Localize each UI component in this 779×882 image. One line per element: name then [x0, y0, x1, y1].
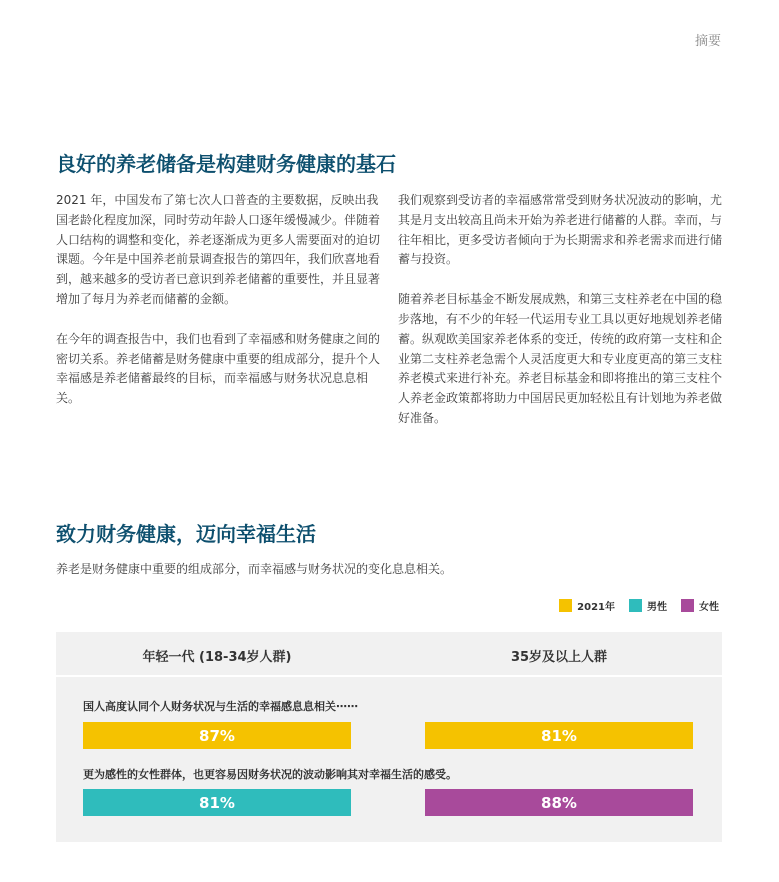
column-header-older: 35岁及以上人群	[510, 650, 608, 665]
stat-label-wellbeing: 国人高度认同个人财务状况与生活的幸福感息息相关⋯⋯	[83, 700, 358, 713]
section-title-retirement: 良好的养老储备是构建财务健康的基石	[56, 152, 396, 176]
stat-bar-male: 81%	[83, 789, 351, 816]
paragraph: 2021 年，中国发布了第七次人口普查的主要数据，反映出我国老龄化程度加深，同时劳动年龄人口逐年缓慢减少。伴随着人口结构的调整和变化，养老逐渐成为更多人需要面对的迫切课题。今年是中国养老前景调查报告的第四年，我们欣喜地看到，越来越多的受访者已意识到养老储蓄的重要性，并且显著增加了每月为养老而储蓄的金额。	[56, 193, 381, 306]
stat-bar-older-2021: 81%	[425, 722, 693, 749]
stat-label-female: 更为感性的女性群体，也更容易因财务状况的波动影响其对幸福生活的感受。	[83, 768, 457, 781]
legend-item-male	[629, 598, 667, 613]
stat-bar-female: 88%	[425, 789, 693, 816]
legend-item-female	[681, 598, 719, 613]
section-title-wellness: 致力财务健康，迈向幸福生活	[56, 522, 316, 546]
section-subtitle: 养老是财务健康中重要的组成部分，而幸福感与财务状况的变化息息相关。	[56, 562, 453, 576]
paragraph: 在今年的调查报告中，我们也看到了幸福感和财务健康之间的密切关系。养老储蓄是财务健康中重要的组成部分，提升个人幸福感是养老储蓄最终的目标，而幸福感与财务状况息息相关。	[56, 331, 381, 406]
panel-header	[56, 632, 722, 677]
legend-swatch	[681, 599, 694, 612]
legend-item-2021	[559, 598, 615, 613]
paragraph: 随着养老目标基金不断发展成熟，和第三支柱养老在中国的稳步落地，有不少的年轻一代运用专业工具以更好地规划养老储蓄。纵观欧美国家养老体系的变迁，传统的政府第一支柱和企业第二支柱养老急需个人灵活度更大和专业度更高的第三支柱养老模式来进行补充。养老目标基金和即将推出的第三支柱个人养老金政策都将助力中国居民更加轻松且有计划地为养老做好准备。	[398, 292, 723, 425]
legend-label: 2021年	[577, 602, 615, 613]
legend-label: 男性	[647, 602, 667, 613]
legend-label: 女性	[699, 602, 719, 613]
column-header-young: 年轻一代 (18-34岁人群)	[142, 650, 292, 665]
stat-bar-young-2021: 87%	[83, 722, 351, 749]
text-column-right	[398, 191, 724, 449]
legend-swatch	[559, 599, 572, 612]
legend-swatch	[629, 599, 642, 612]
stats-panel	[56, 632, 722, 842]
page-section-label: 摘要	[694, 34, 721, 49]
text-column-left	[56, 191, 382, 429]
legend	[559, 598, 719, 613]
paragraph: 我们观察到受访者的幸福感常常受到财务状况波动的影响，尤其是月支出较高且尚未开始为养老进行储蓄的人群。幸而，与往年相比，更多受访者倾向于为长期需求和养老需求而进行储蓄与投资。	[398, 193, 723, 267]
